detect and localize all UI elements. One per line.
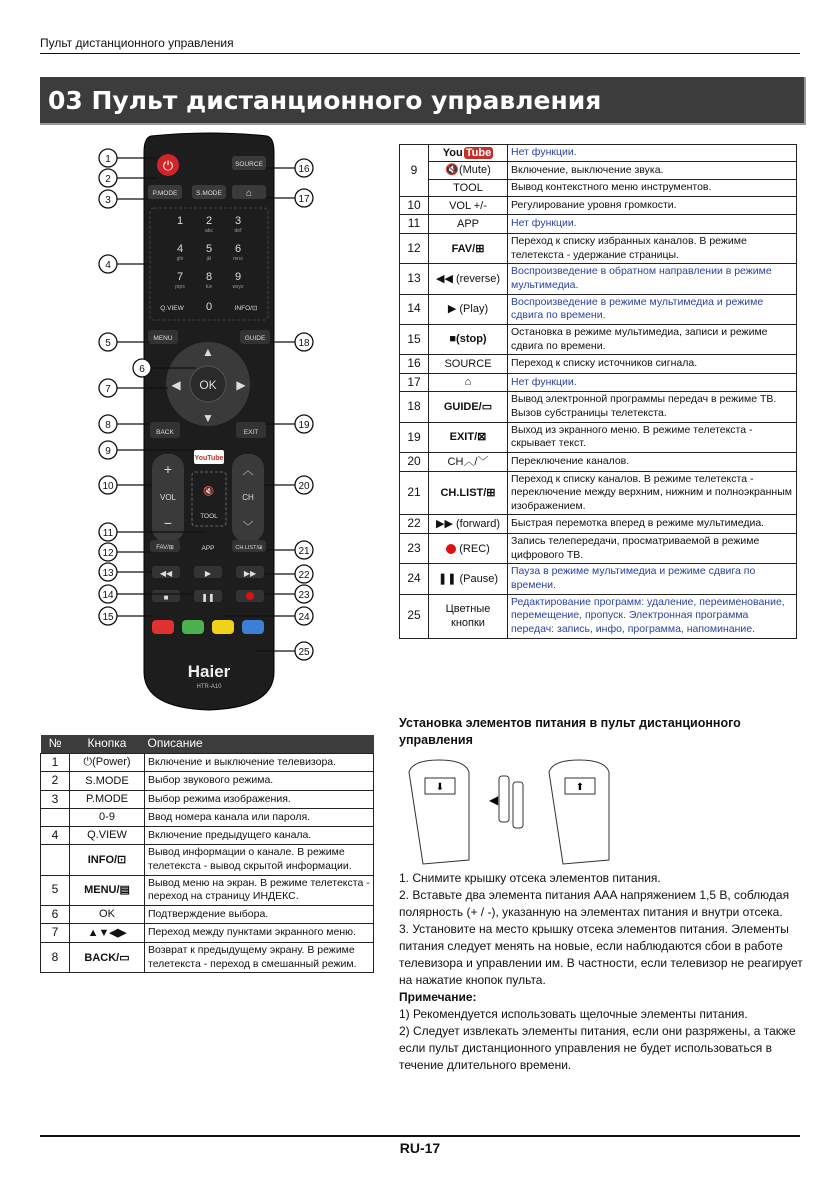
row-number: 11 [400, 215, 429, 234]
svg-text:20: 20 [298, 481, 310, 492]
row-button: FAV/⊞ [429, 234, 508, 264]
footer-rule [40, 1135, 800, 1137]
svg-text:◀: ◀ [171, 378, 181, 392]
remote-illustration [96, 132, 322, 714]
row-number: 9 [400, 145, 429, 197]
row-number: 6 [41, 905, 70, 924]
row-description: Переход между пунктами экранного меню. [145, 924, 374, 943]
battery-install-text [399, 870, 804, 1074]
svg-text:11: 11 [102, 528, 114, 539]
row-number: 4 [41, 826, 70, 845]
right-table-row [400, 215, 797, 234]
left-table-row [41, 772, 374, 791]
row-number: 17 [400, 373, 429, 392]
battery-install-title: Установка элементов питания в пульт дистанционного управления [399, 716, 741, 747]
row-button: TOOL [429, 179, 508, 196]
left-table-row [41, 845, 374, 875]
svg-text:6: 6 [139, 364, 145, 375]
row-description: Вывод электронной программы передач в режиме ТВ. Вызов субстраницы телетекста. [508, 392, 797, 422]
svg-text:■: ■ [163, 593, 169, 602]
section-title: 03 Пульт дистанционного управления [48, 86, 602, 115]
row-button: ▶▶ (forward) [429, 515, 508, 534]
left-table-header [41, 735, 374, 753]
row-button: EXIT/⊠ [429, 422, 508, 452]
svg-text:1: 1 [105, 154, 111, 165]
svg-text:3: 3 [105, 195, 111, 206]
svg-text:22: 22 [298, 570, 310, 581]
digit-sub-label: ghi [176, 256, 184, 262]
right-table-row [400, 264, 797, 294]
header-desc: Описание [145, 735, 374, 753]
row-button: CH.LIST/⊞ [429, 471, 508, 515]
svg-text:7: 7 [105, 384, 111, 395]
svg-text:◀: ◀ [489, 793, 499, 807]
header-button: Кнопка [70, 735, 145, 753]
digit-sub-label: mno [233, 256, 243, 262]
row-button: MENU/▤ [70, 875, 145, 905]
note-title: Примечание: [399, 990, 477, 1005]
keypad-bottom-key: 0 [205, 301, 213, 313]
svg-text:▶▶: ▶▶ [243, 569, 257, 578]
red-button [152, 620, 174, 634]
row-description: Быстрая перемотка вперед в режиме мультимедиа. [508, 515, 797, 534]
row-description: Вывод контекстного меню инструментов. [508, 179, 797, 196]
row-description: Выбор звукового режима. [145, 772, 374, 791]
svg-text:2: 2 [105, 174, 111, 185]
svg-text:P.MODE: P.MODE [152, 190, 178, 197]
row-button: INFO/⊡ [70, 845, 145, 875]
row-description: Запись телепередачи, просматриваемой в режиме цифрового ТВ. [508, 534, 797, 564]
digit-sub-label: def [234, 228, 242, 234]
yellow-button [212, 620, 234, 634]
row-button: Цветные кнопки [429, 594, 508, 638]
install-step-1: 1. Снимите крышку отсека элементов питания. [399, 871, 661, 885]
row-button: BACK/▭ [70, 943, 145, 973]
left-table-row [41, 943, 374, 973]
row-number: 18 [400, 392, 429, 422]
row-button: 🔇(Mute) [429, 162, 508, 179]
row-button: ◀◀ (reverse) [429, 264, 508, 294]
row-number: 19 [400, 422, 429, 452]
install-step-3: 3. Установите на место крышку отсека элементов питания. Элементы питания следует менять на новые, если наблюдаются сбои в работе телевизора и управлении им. В частности, если телевизор не реагирует на нажатие кнопок пульта. [399, 922, 803, 988]
svg-text:9: 9 [105, 446, 111, 457]
row-button [429, 145, 508, 162]
keypad-bottom-key: INFO/⊡ [234, 305, 258, 312]
row-button: OK [70, 905, 145, 924]
row-description: Пауза в режиме мультимедиа и режиме сдвига по времени. [508, 564, 797, 594]
keypad-bottom-key: Q.VIEW [160, 305, 184, 312]
digit-key: 7 [176, 271, 184, 283]
left-button-table [40, 735, 374, 973]
svg-text:HTR-A10: HTR-A10 [196, 684, 222, 690]
svg-text:S.MODE: S.MODE [196, 190, 222, 197]
row-description: Подтверждение выбора. [145, 905, 374, 924]
row-description: Возврат к предыдущему экрану. В режиме телетекста - переход в смешанный режим. [145, 943, 374, 973]
row-number [41, 809, 70, 826]
svg-text:GUIDE: GUIDE [244, 335, 266, 342]
note-2: 2) Следует извлекать элементы питания, если они разряжены, а также если пульт дистанционного управления не будет использоваться в течение длительного времени. [399, 1024, 796, 1073]
svg-text:⬆: ⬆ [575, 782, 585, 793]
digit-key: 5 [205, 243, 213, 255]
row-button: VOL +/- [429, 196, 508, 215]
row-number [41, 845, 70, 875]
svg-text:12: 12 [102, 548, 114, 559]
left-table-row [41, 809, 374, 826]
svg-text:🔇: 🔇 [203, 486, 215, 496]
row-button: P.MODE [70, 790, 145, 809]
row-number: 10 [400, 196, 429, 215]
header-num: № [41, 735, 70, 753]
header-rule [40, 53, 800, 54]
right-table-row [400, 373, 797, 392]
svg-text:14: 14 [102, 590, 114, 601]
row-button: Q.VIEW [70, 826, 145, 845]
svg-text:CH.LIST/⊞: CH.LIST/⊞ [235, 545, 263, 551]
svg-text:◀◀: ◀◀ [159, 569, 173, 578]
digit-key: 9 [234, 271, 242, 283]
svg-text:▶: ▶ [236, 378, 246, 392]
svg-text:−: − [163, 515, 173, 531]
page-number: RU-17 [399, 1140, 441, 1156]
row-number: 21 [400, 471, 429, 515]
install-step-2: 2. Вставьте два элемента питания AAA напряжением 1,5 В, соблюдая полярность (+ / -), указанную на элементах питания и внутри отсека. [399, 888, 790, 920]
note-1: 1) Рекомендуется использовать щелочные элементы питания. [399, 1007, 748, 1022]
svg-text:10: 10 [102, 481, 114, 492]
record-icon [446, 544, 456, 554]
row-button: SOURCE [429, 355, 508, 374]
digit-key: 2 [205, 215, 213, 227]
row-number: 5 [41, 875, 70, 905]
battery-illustration [399, 752, 639, 870]
row-description: Включение предыдущего канала. [145, 826, 374, 845]
row-description: Вывод информации о канале. В режиме телетекста - вывод скрытой информации. [145, 845, 374, 875]
digit-key: 3 [234, 215, 242, 227]
row-description: Выход из экранного меню. В режиме телетекста - скрывает текст. [508, 422, 797, 452]
row-number: 7 [41, 924, 70, 943]
svg-text:APP: APP [201, 545, 215, 552]
row-button: 0-9 [70, 809, 145, 826]
row-description: Выбор режима изображения. [145, 790, 374, 809]
row-description: Нет функции. [508, 215, 797, 234]
right-table-row [400, 594, 797, 638]
digit-key: 1 [176, 215, 184, 227]
svg-text:CH: CH [242, 493, 254, 502]
row-description: Переход к списку источников сигнала. [508, 355, 797, 374]
row-description: Воспроизведение в обратном направлении в режиме мультимедиа. [508, 264, 797, 294]
callout-18 [270, 333, 313, 351]
callout-4 [99, 255, 150, 273]
right-table-row [400, 179, 797, 196]
row-description: Редактирование программ: удаление, переименование, перемещение, пропуск. Электронная программа передач: запись, инфо, программа, напоминание. [508, 594, 797, 638]
row-number: 2 [41, 772, 70, 791]
right-table-row [400, 534, 797, 564]
right-table-row [400, 422, 797, 452]
svg-text:︿: ︿ [242, 465, 254, 477]
svg-text:EXIT: EXIT [243, 429, 259, 436]
svg-text:25: 25 [298, 647, 310, 658]
right-table-row [400, 452, 797, 471]
right-table-row [400, 564, 797, 594]
row-description: Воспроизведение в режиме мультимедиа и режиме сдвига по времени. [508, 294, 797, 324]
row-description: Нет функции. [508, 145, 797, 162]
row-description: Вывод меню на экран. В режиме телетекста - переход на страницу ИНДЕКС. [145, 875, 374, 905]
page-header: Пульт дистанционного управления [40, 36, 234, 50]
digit-sub-label: tuv [205, 284, 213, 290]
row-description: Переход к списку каналов. В режиме телетекста - переключение между верхним, нижним и полноэкранным изображением. [508, 471, 797, 515]
row-number: 13 [400, 264, 429, 294]
right-table-row [400, 145, 797, 162]
row-button: GUIDE/▭ [429, 392, 508, 422]
row-number: 23 [400, 534, 429, 564]
row-number: 1 [41, 753, 70, 772]
row-button: ▲▼◀▶ [70, 924, 145, 943]
right-table-row [400, 162, 797, 179]
source-label: SOURCE [235, 161, 263, 168]
row-number: 16 [400, 355, 429, 374]
section-banner [40, 77, 806, 125]
row-number: 15 [400, 324, 429, 354]
svg-text:▲: ▲ [202, 345, 214, 359]
svg-text:VOL: VOL [159, 493, 177, 502]
row-number: 12 [400, 234, 429, 264]
svg-text:24: 24 [298, 612, 310, 623]
right-table-row [400, 196, 797, 215]
svg-text:FAV/⊞: FAV/⊞ [156, 545, 174, 551]
svg-text:4: 4 [105, 260, 111, 271]
row-description: Переход к списку избранных каналов. В режиме телетекста - удержание страницы. [508, 234, 797, 264]
row-number: 8 [41, 943, 70, 973]
svg-text:⬇: ⬇ [435, 782, 445, 793]
svg-text:﹀: ﹀ [242, 521, 254, 533]
youtube-icon: You Tube [442, 147, 492, 159]
right-table-row [400, 294, 797, 324]
right-button-table [399, 144, 797, 639]
svg-text:⌂: ⌂ [245, 188, 253, 199]
svg-text:▶: ▶ [204, 569, 212, 578]
digit-key: 6 [234, 243, 242, 255]
svg-text:19: 19 [298, 420, 310, 431]
row-button: ⏻(Power) [70, 753, 145, 772]
svg-text:YouTube: YouTube [194, 455, 224, 462]
svg-text:OK: OK [199, 378, 217, 392]
row-button: ⌂ [429, 373, 508, 392]
digit-sub-label: pqrs [175, 284, 185, 290]
row-button: ■(stop) [429, 324, 508, 354]
row-number: 14 [400, 294, 429, 324]
callout-8 [99, 415, 150, 433]
row-description: Остановка в режиме мультимедиа, записи и режиме сдвига по времени. [508, 324, 797, 354]
right-table-row [400, 471, 797, 515]
digit-sub-label: abc [204, 228, 214, 234]
callout-12 [99, 543, 150, 561]
left-table-row [41, 924, 374, 943]
callout-5 [99, 333, 150, 351]
svg-text:Haier: Haier [187, 662, 231, 681]
right-table-row [400, 392, 797, 422]
svg-text:8: 8 [105, 420, 111, 431]
left-table-row [41, 790, 374, 809]
row-button: ▶ (Play) [429, 294, 508, 324]
svg-text:21: 21 [298, 546, 310, 557]
right-table-row [400, 234, 797, 264]
row-description: Включение и выключение телевизора. [145, 753, 374, 772]
left-table-row [41, 905, 374, 924]
row-button: APP [429, 215, 508, 234]
row-number: 25 [400, 594, 429, 638]
svg-text:5: 5 [105, 338, 111, 349]
row-button: (REC) [429, 534, 508, 564]
right-table-row [400, 324, 797, 354]
row-number: 20 [400, 452, 429, 471]
row-number: 24 [400, 564, 429, 594]
row-description: Ввод номера канала или пароля. [145, 809, 374, 826]
svg-text:16: 16 [298, 164, 310, 175]
blue-button [242, 620, 264, 634]
digit-key: 8 [205, 271, 213, 283]
right-table-row [400, 355, 797, 374]
svg-text:❚❚: ❚❚ [201, 593, 215, 602]
svg-text:MENU: MENU [153, 335, 173, 342]
row-button: ❚❚ (Pause) [429, 564, 508, 594]
left-table-row [41, 826, 374, 845]
row-button: CH︿/﹀ [429, 452, 508, 471]
digit-key: 4 [176, 243, 184, 255]
row-button: S.MODE [70, 772, 145, 791]
svg-text:13: 13 [102, 568, 114, 579]
row-description: Включение, выключение звука. [508, 162, 797, 179]
digit-sub-label: jkl [206, 256, 212, 262]
svg-text:17: 17 [298, 194, 310, 205]
green-button [182, 620, 204, 634]
svg-text:TOOL: TOOL [200, 513, 218, 520]
row-description: Регулирование уровня громкости. [508, 196, 797, 215]
row-number: 22 [400, 515, 429, 534]
svg-text:+: + [163, 461, 173, 477]
row-description: Переключение каналов. [508, 452, 797, 471]
svg-text:15: 15 [102, 612, 114, 623]
callout-3 [99, 190, 148, 208]
right-table-row [400, 515, 797, 534]
row-description: Нет функции. [508, 373, 797, 392]
left-table-row [41, 753, 374, 772]
left-table-row [41, 875, 374, 905]
svg-text:▼: ▼ [202, 411, 214, 425]
row-number: 3 [41, 790, 70, 809]
svg-text:23: 23 [298, 590, 310, 601]
digit-sub-label: wxyz [232, 284, 244, 290]
svg-text:⏻: ⏻ [162, 158, 174, 173]
svg-text:BACK: BACK [156, 429, 174, 436]
svg-text:18: 18 [298, 338, 310, 349]
